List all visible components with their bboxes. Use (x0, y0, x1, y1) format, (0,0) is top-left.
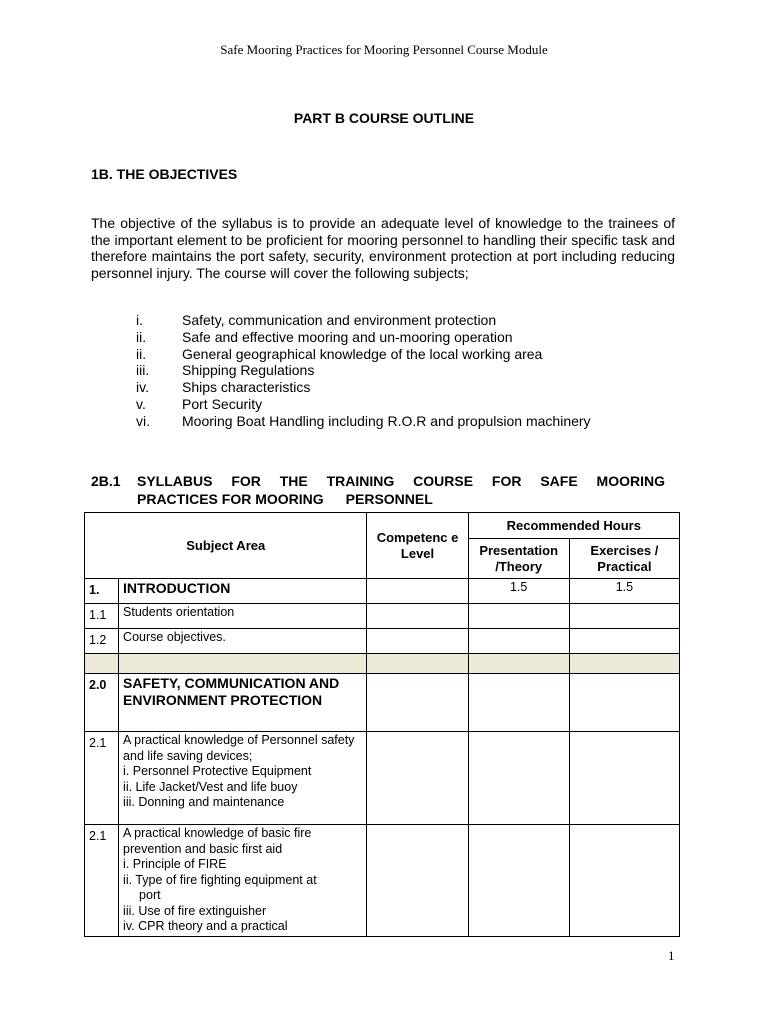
row-presentation (468, 604, 569, 629)
row-line: port (139, 888, 161, 902)
table-row (85, 579, 680, 604)
list-item-number: ii. (136, 328, 147, 345)
list-item (136, 379, 591, 396)
table-row (85, 674, 680, 732)
row-exercises (569, 732, 679, 825)
row-subject: SAFETY, COMMUNICATION AND ENVIRONMENT PROTECTION (119, 674, 367, 732)
row-line: ii. Type of fire fighting equipment at (123, 872, 317, 887)
list-item-number: iii. (136, 362, 150, 379)
row-competence (367, 579, 468, 604)
list-item (136, 312, 591, 329)
list-item-number: iv. (136, 379, 149, 396)
row-number: 2.1 (85, 825, 119, 937)
row-subject (119, 825, 367, 937)
row-competence (367, 604, 468, 629)
row-line: ii. Life Jacket/Vest and life buoy (123, 779, 298, 794)
running-header: Safe Mooring Practices for Mooring Personnel Course Module (220, 42, 548, 57)
row-line: iv. CPR theory and a practical (123, 919, 288, 933)
syllabus-heading-line2a: PRACTICES FOR MOORING (137, 490, 324, 507)
header-subject-area: Subject Area (85, 513, 367, 579)
row-subject: Course objectives. (119, 629, 367, 654)
syllabus-heading-line2b: PERSONNEL (345, 490, 433, 507)
row-number: 1.1 (85, 604, 119, 629)
syllabus-table (84, 512, 680, 937)
row-line: A practical knowledge of basic fire prevention and basic first aid (123, 826, 312, 856)
row-exercises (569, 604, 679, 629)
row-presentation (468, 732, 569, 825)
list-item (136, 346, 591, 363)
row-presentation (468, 674, 569, 732)
list-item-number: vi. (136, 412, 150, 429)
row-presentation (468, 825, 569, 937)
list-item-number: v. (136, 395, 146, 412)
list-item (136, 362, 591, 379)
table-row (85, 732, 680, 825)
row-exercises (569, 629, 679, 654)
table-row (85, 604, 680, 629)
table-spacer-row (85, 654, 680, 674)
table-row (85, 825, 680, 937)
list-item (136, 396, 591, 413)
part-title: PART B COURSE OUTLINE (293, 110, 475, 126)
row-number: 1. (85, 579, 119, 604)
row-line: A practical knowledge of Personnel safety and life saving devices; (123, 733, 355, 763)
table-row (85, 629, 680, 654)
syllabus-heading-number: 2B.1 (91, 473, 121, 489)
header-recommended-hours: Recommended Hours (468, 513, 679, 539)
row-presentation (468, 629, 569, 654)
list-item (136, 413, 591, 430)
row-subject: Students orientation (119, 604, 367, 629)
objectives-paragraph: The objective of the syllabus is to provide an adequate level of knowledge to the trainees of the important element to be proficient for mooring personnel to handling their specific task and therefore maintains the port safety, security, environment protection at port including reducing personnel injury. The course will cover the following subjects; (91, 215, 675, 281)
row-competence (367, 732, 468, 825)
list-item-text: Shipping Regulations (182, 362, 315, 379)
page-number: 1 (668, 948, 675, 963)
list-item-number: ii. (136, 345, 147, 362)
row-competence (367, 825, 468, 937)
syllabus-heading-line1: SYLLABUS FOR THE TRAINING COURSE FOR SAFE MOORING (137, 473, 665, 489)
list-item-text: Safe and effective mooring and un-mooring operation (182, 328, 513, 345)
row-number: 1.2 (85, 629, 119, 654)
row-exercises (569, 674, 679, 732)
row-line: iii. Donning and maintenance (123, 795, 285, 809)
list-item-text: Safety, communication and environment protection (182, 312, 497, 328)
row-line: i. Personnel Protective Equipment (123, 764, 312, 778)
row-competence (367, 674, 468, 732)
objectives-heading: 1B. THE OBJECTIVES (91, 166, 238, 182)
row-exercises: 1.5 (569, 579, 679, 604)
row-competence (367, 629, 468, 654)
row-subject (119, 732, 367, 825)
row-line: iii. Use of fire extinguisher (123, 903, 267, 918)
row-number: 2.0 (85, 674, 119, 732)
row-line: i. Principle of FIRE (123, 857, 227, 871)
list-item-text: Port Security (182, 395, 263, 412)
row-number: 2.1 (85, 732, 119, 825)
syllabus-heading (91, 473, 665, 508)
list-item (136, 329, 591, 346)
header-competence-level: Competenc e Level (367, 513, 468, 579)
header-exercises-practical: Exercises / Practical (569, 539, 679, 579)
list-item-text: Mooring Boat Handling including R.O.R and propulsion machinery (182, 412, 591, 429)
list-item-number: i. (136, 312, 143, 328)
row-subject: INTRODUCTION (119, 579, 367, 604)
header-presentation-theory: Presentation /Theory (468, 539, 569, 579)
subjects-list (136, 312, 591, 430)
list-item-text: Ships characteristics (182, 379, 311, 396)
list-item-text: General geographical knowledge of the local working area (182, 345, 543, 362)
row-exercises (569, 825, 679, 937)
row-presentation: 1.5 (468, 579, 569, 604)
